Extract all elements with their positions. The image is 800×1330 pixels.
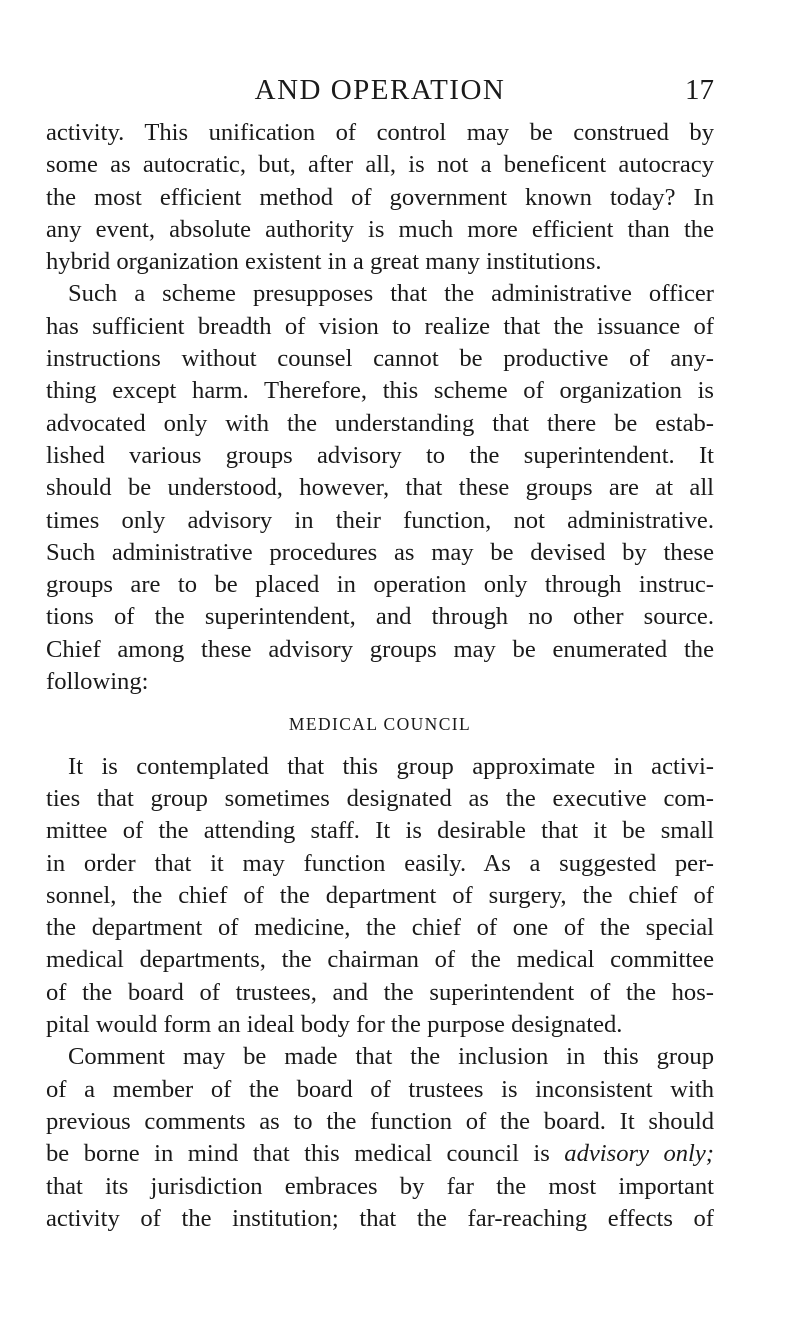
text-line: Comment may be made that the inclusion in this group (68, 1043, 714, 1071)
text-line-with-emphasis (46, 1138, 714, 1170)
text-line: medical departments, the chairman of the medical committee (46, 946, 714, 974)
text-line: the department of medicine, the chief of one of the special (46, 914, 714, 942)
text-line: following: (46, 668, 149, 696)
text-line: instructions without counsel cannot be productive of any- (46, 345, 714, 373)
text-line: sonnel, the chief of the department of surgery, the chief of (46, 881, 714, 909)
text-line: activity of the institution; that the far-reaching effects of (46, 1204, 714, 1232)
text-line: that its jurisdiction embraces by far the most important (46, 1172, 714, 1200)
text-line: should be understood, however, that these groups are at all (46, 474, 714, 502)
text-line: tions of the superintendent, and through no other source. (46, 603, 714, 631)
text-line: any event, absolute authority is much more efficient than the (46, 215, 714, 243)
text-line: advocated only with the understanding that there be estab- (46, 409, 714, 437)
text-line: hybrid organization existent in a great many institutions. (46, 248, 602, 276)
italic-emphasis: advisory only; (564, 1140, 714, 1168)
text-line: in order that it may function easily. As a suggested per- (46, 849, 714, 877)
section-heading: MEDICAL COUNCIL (288, 714, 472, 735)
body-text (46, 117, 714, 1235)
text-line: Such administrative procedures as may be devised by these (46, 538, 714, 566)
text-line: activity. This unification of control may be construed by (46, 119, 714, 146)
text-line: previous comments as to the function of the board. It should (46, 1107, 714, 1135)
text-line: pital would form an ideal body for the purpose designated. (46, 1011, 623, 1039)
page-number: 17 (685, 74, 714, 106)
text-line: thing except harm. Therefore, this scheme of organization is (46, 377, 714, 405)
running-header (46, 70, 714, 110)
text-line: ties that group sometimes designated as the executive com- (46, 784, 714, 812)
text-line: of a member of the board of trustees is inconsistent with (46, 1075, 714, 1103)
text-line: lished various groups advisory to the superintendent. It (46, 441, 714, 469)
paragraph (46, 1041, 714, 1235)
text-line: of the board of trustees, and the superintendent of the hos- (46, 978, 714, 1006)
text-line: It is contemplated that this group approximate in activi- (68, 752, 714, 780)
text-line: the most efficient method of government known today? In (46, 183, 714, 211)
paragraph (46, 117, 714, 278)
text-line: Chief among these advisory groups may be enumerated the (46, 635, 714, 663)
text-line: Such a scheme presupposes that the administrative officer (68, 280, 714, 308)
paragraph (46, 751, 714, 1042)
text-line: has sufficient breadth of vision to realize that the issuance of (46, 312, 714, 340)
text-line: mittee of the attending staff. It is desirable that it be small (46, 817, 714, 845)
paragraph (46, 278, 714, 698)
emphasis-line-lead: be borne in mind that this medical council is (46, 1140, 565, 1168)
text-line: groups are to be placed in operation only through instruc- (46, 571, 714, 599)
text-line: times only advisory in their function, not administrative. (46, 506, 714, 534)
running-title: AND OPERATION (254, 74, 506, 106)
text-line: some as autocratic, but, after all, is not a beneficent autocracy (46, 151, 714, 179)
